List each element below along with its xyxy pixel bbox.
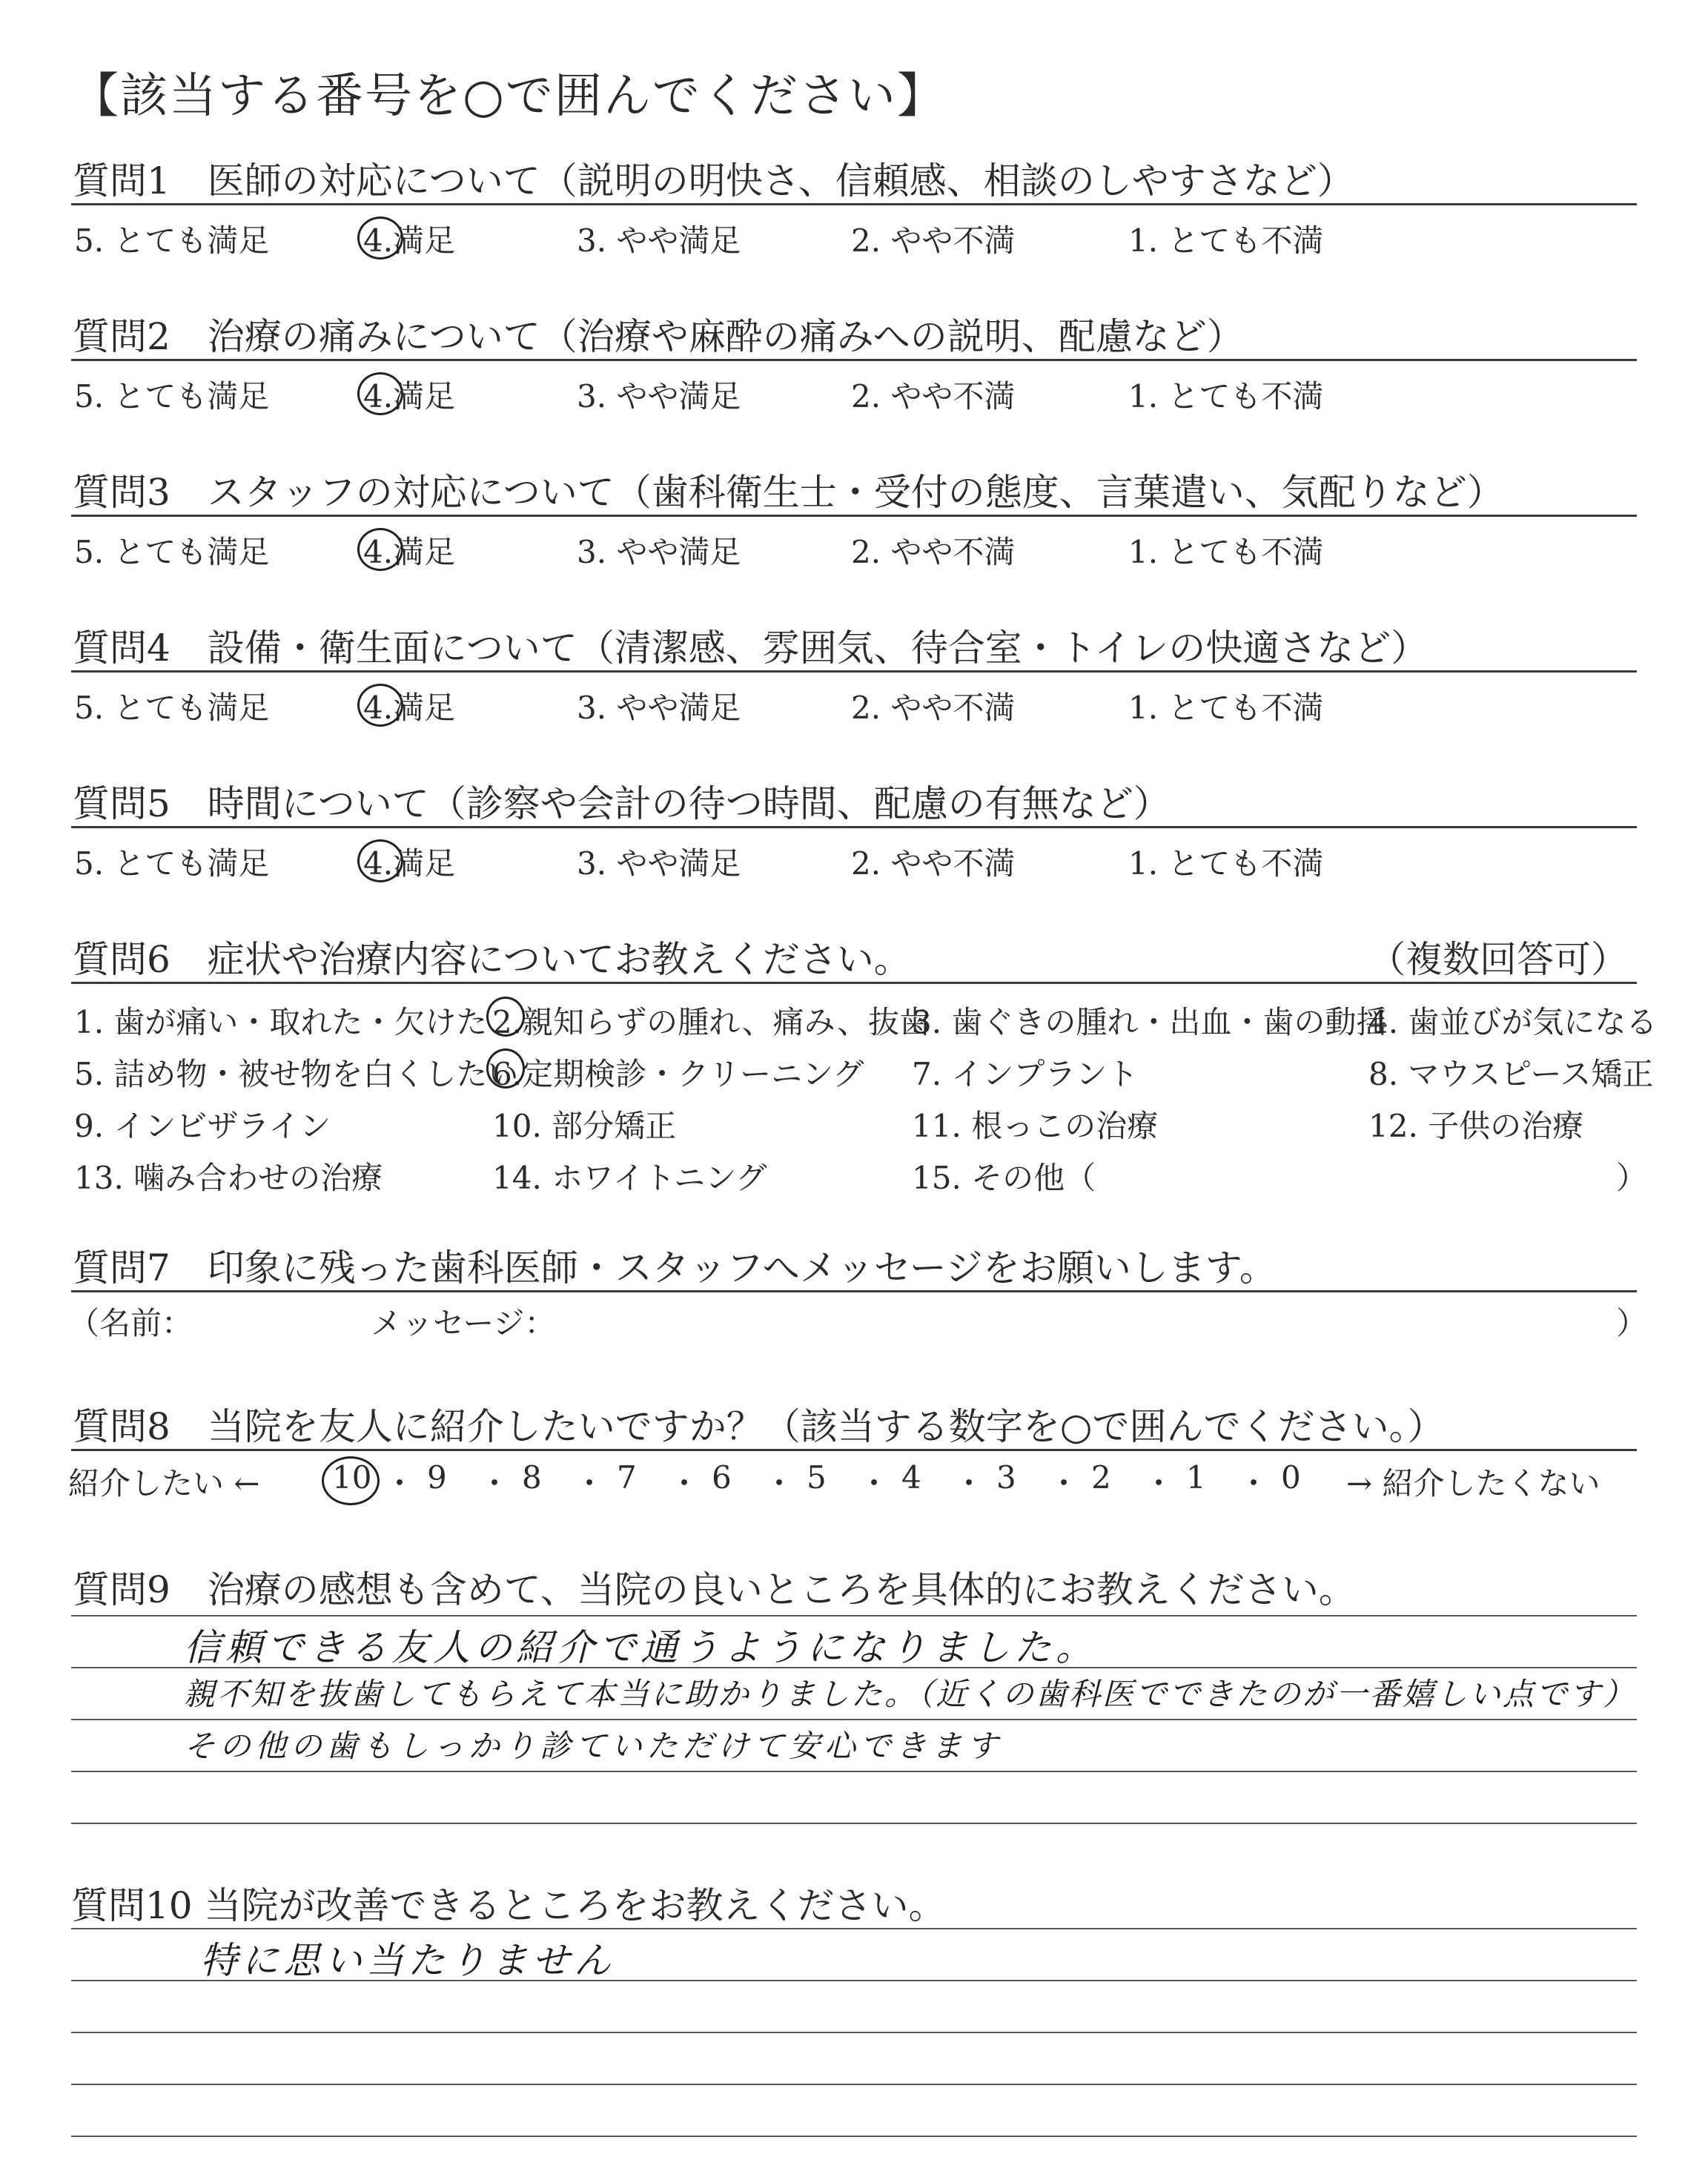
- question-6-title: 質問6 症状や治療内容についてお教えください。: [73, 938, 911, 981]
- rating-3[interactable]: 3. やや満足: [577, 378, 741, 415]
- answer-line: [71, 1615, 1637, 1616]
- message-close-paren: ）: [1616, 1305, 1648, 1341]
- answer-line: [71, 1823, 1637, 1824]
- question-1-title: 質問1 医師の対応について（説明の明快さ、信頼感、相談のしやすさなど）: [73, 159, 1354, 202]
- q6-option-2[interactable]: 2.親知らずの腫れ、痛み、抜歯: [492, 1004, 931, 1040]
- question-7-title: 質問7 印象に残った歯科医師・スタッフへメッセージをお願いします。: [73, 1246, 1277, 1289]
- scale-separator: ・: [669, 1465, 701, 1502]
- question-8-title: 質問8 当院を友人に紹介したいですか？（該当する数字を○で囲んでください。）: [73, 1405, 1445, 1448]
- selected-circle: [486, 997, 525, 1037]
- q6-option-11[interactable]: 11. 根っこの治療: [912, 1108, 1159, 1144]
- rating-5[interactable]: 5. とても満足: [74, 690, 270, 726]
- q6-option-4[interactable]: 4. 歯並びが気になる: [1368, 1004, 1658, 1040]
- answer-line: [71, 1771, 1637, 1772]
- selected-circle: [357, 684, 403, 727]
- q6-option-14[interactable]: 14. ホワイトニング: [492, 1160, 767, 1196]
- answer-line: [71, 1719, 1637, 1720]
- scale-separator: ・: [384, 1465, 416, 1502]
- rating-1[interactable]: 1. とても不満: [1128, 690, 1324, 726]
- rating-3[interactable]: 3. やや満足: [577, 845, 741, 882]
- scale-option-3[interactable]: 3: [996, 1459, 1016, 1496]
- rating-5[interactable]: 5. とても満足: [74, 845, 270, 882]
- scale-option-4[interactable]: 4: [901, 1459, 921, 1496]
- rating-1[interactable]: 1. とても不満: [1128, 534, 1324, 570]
- scale-option-9[interactable]: 9: [427, 1459, 447, 1496]
- rating-1[interactable]: 1. とても不満: [1128, 845, 1324, 882]
- divider: [71, 670, 1637, 673]
- rating-4[interactable]: 4.満足: [363, 222, 456, 259]
- answer-line: [71, 2136, 1637, 2137]
- q9-answer-line-2: 親不知を抜歯してもらえて本当に助かりました。（近くの歯科医でできたのが一番嬉しい点です）: [184, 1676, 1637, 1712]
- rating-4[interactable]: 4.満足: [363, 534, 456, 570]
- name-label: （名前：: [68, 1305, 193, 1341]
- divider: [71, 982, 1637, 984]
- answer-line: [71, 2084, 1637, 2085]
- question-10-title: 質問10 当院が改善できるところをお教えください。: [71, 1884, 946, 1927]
- rating-4[interactable]: 4.満足: [363, 378, 456, 415]
- selected-circle: [357, 839, 403, 882]
- q6-option-9[interactable]: 9. インビザライン: [74, 1108, 331, 1144]
- divider: [71, 826, 1637, 828]
- rating-1[interactable]: 1. とても不満: [1128, 378, 1324, 415]
- question-2-title: 質問2 治療の痛みについて（治療や麻酔の痛みへの説明、配慮など）: [73, 315, 1244, 358]
- q9-answer-line-3: その他の歯もしっかり診ていただけて安心できます: [184, 1728, 1003, 1764]
- scale-separator: ・: [1238, 1465, 1270, 1502]
- scale-separator: ・: [1143, 1465, 1175, 1502]
- rating-3[interactable]: 3. やや満足: [577, 534, 741, 570]
- q6-option-7[interactable]: 7. インプラント: [912, 1056, 1139, 1092]
- q6-option-12[interactable]: 12. 子供の治療: [1368, 1108, 1584, 1144]
- scale-option-1[interactable]: 1: [1186, 1459, 1206, 1496]
- recommend-left-label: 紹介したい ←: [68, 1465, 260, 1502]
- divider: [71, 1290, 1637, 1292]
- scale-separator: ・: [953, 1465, 985, 1502]
- message-label: メッセージ：: [371, 1305, 556, 1341]
- selected-circle: [486, 1048, 525, 1089]
- selected-circle: [322, 1456, 380, 1505]
- question-3-title: 質問3 スタッフの対応について（歯科衛生士・受付の態度、言葉遣い、気配りなど）: [73, 471, 1504, 514]
- selected-circle: [357, 528, 403, 571]
- divider: [71, 359, 1637, 361]
- rating-2[interactable]: 2. やや不満: [851, 690, 1016, 726]
- q6-option-13[interactable]: 13. 噛み合わせの治療: [74, 1160, 383, 1196]
- question-5-title: 質問5 時間について（診察や会計の待つ時間、配慮の有無など）: [73, 782, 1171, 825]
- rating-5[interactable]: 5. とても満足: [74, 222, 270, 259]
- answer-line: [71, 2032, 1637, 2033]
- rating-3[interactable]: 3. やや満足: [577, 222, 741, 259]
- selected-circle: [357, 372, 403, 415]
- scale-option-8[interactable]: 8: [522, 1459, 542, 1496]
- form-header: 【該当する番号を○で囲んでください】: [71, 69, 946, 124]
- q9-answer-line-1: 信頼できる友人の紹介で通うようになりました。: [184, 1626, 1097, 1669]
- scale-separator: ・: [858, 1465, 890, 1502]
- rating-1[interactable]: 1. とても不満: [1128, 222, 1324, 259]
- answer-line: [71, 1928, 1637, 1929]
- question-9-title: 質問9 治療の感想も含めて、当院の良いところを具体的にお教えください。: [73, 1568, 1356, 1611]
- scale-option-7[interactable]: 7: [617, 1459, 637, 1496]
- q6-option-1[interactable]: 1. 歯が痛い・取れた・欠けた: [74, 1004, 488, 1040]
- divider: [71, 1449, 1637, 1451]
- q6-option-15[interactable]: 15. その他（: [912, 1160, 1096, 1196]
- q6-option-3[interactable]: 3. 歯ぐきの腫れ・出血・歯の動揺: [912, 1004, 1388, 1040]
- scale-option-10[interactable]: 10: [332, 1459, 372, 1496]
- rating-5[interactable]: 5. とても満足: [74, 534, 270, 570]
- q6-option-5[interactable]: 5. 詰め物・被せ物を白くしたい: [74, 1056, 519, 1092]
- scale-separator: ・: [574, 1465, 606, 1502]
- rating-2[interactable]: 2. やや不満: [851, 222, 1016, 259]
- selected-circle: [357, 217, 403, 260]
- rating-5[interactable]: 5. とても満足: [74, 378, 270, 415]
- rating-2[interactable]: 2. やや不満: [851, 378, 1016, 415]
- rating-3[interactable]: 3. やや満足: [577, 690, 741, 726]
- scale-separator: ・: [1048, 1465, 1080, 1502]
- q6-other-close-paren: ）: [1616, 1160, 1648, 1196]
- scale-option-0[interactable]: 0: [1281, 1459, 1301, 1496]
- divider: [71, 203, 1637, 205]
- question-4-title: 質問4 設備・衛生面について（清潔感、雰囲気、待合室・トイレの快適さなど）: [73, 627, 1429, 670]
- rating-2[interactable]: 2. やや不満: [851, 845, 1016, 882]
- divider: [71, 515, 1637, 517]
- rating-4[interactable]: 4.満足: [363, 690, 456, 726]
- q6-option-8[interactable]: 8. マウスピース矯正: [1368, 1056, 1654, 1092]
- q6-option-10[interactable]: 10. 部分矯正: [492, 1108, 677, 1144]
- scale-option-6[interactable]: 6: [712, 1459, 732, 1496]
- multiple-answer-note: （複数回答可）: [1368, 938, 1628, 981]
- scale-separator: ・: [479, 1465, 511, 1502]
- q6-option-6[interactable]: 6.定期検診・クリーニング: [492, 1056, 864, 1092]
- scale-separator: ・: [764, 1465, 795, 1502]
- rating-4[interactable]: 4.満足: [363, 845, 456, 882]
- q10-answer-line-1: 特に思い当たりません: [200, 1939, 615, 1982]
- scale-option-2[interactable]: 2: [1091, 1459, 1111, 1496]
- recommend-right-label: → 紹介したくない: [1346, 1465, 1601, 1502]
- rating-2[interactable]: 2. やや不満: [851, 534, 1016, 570]
- scale-option-5[interactable]: 5: [807, 1459, 827, 1496]
